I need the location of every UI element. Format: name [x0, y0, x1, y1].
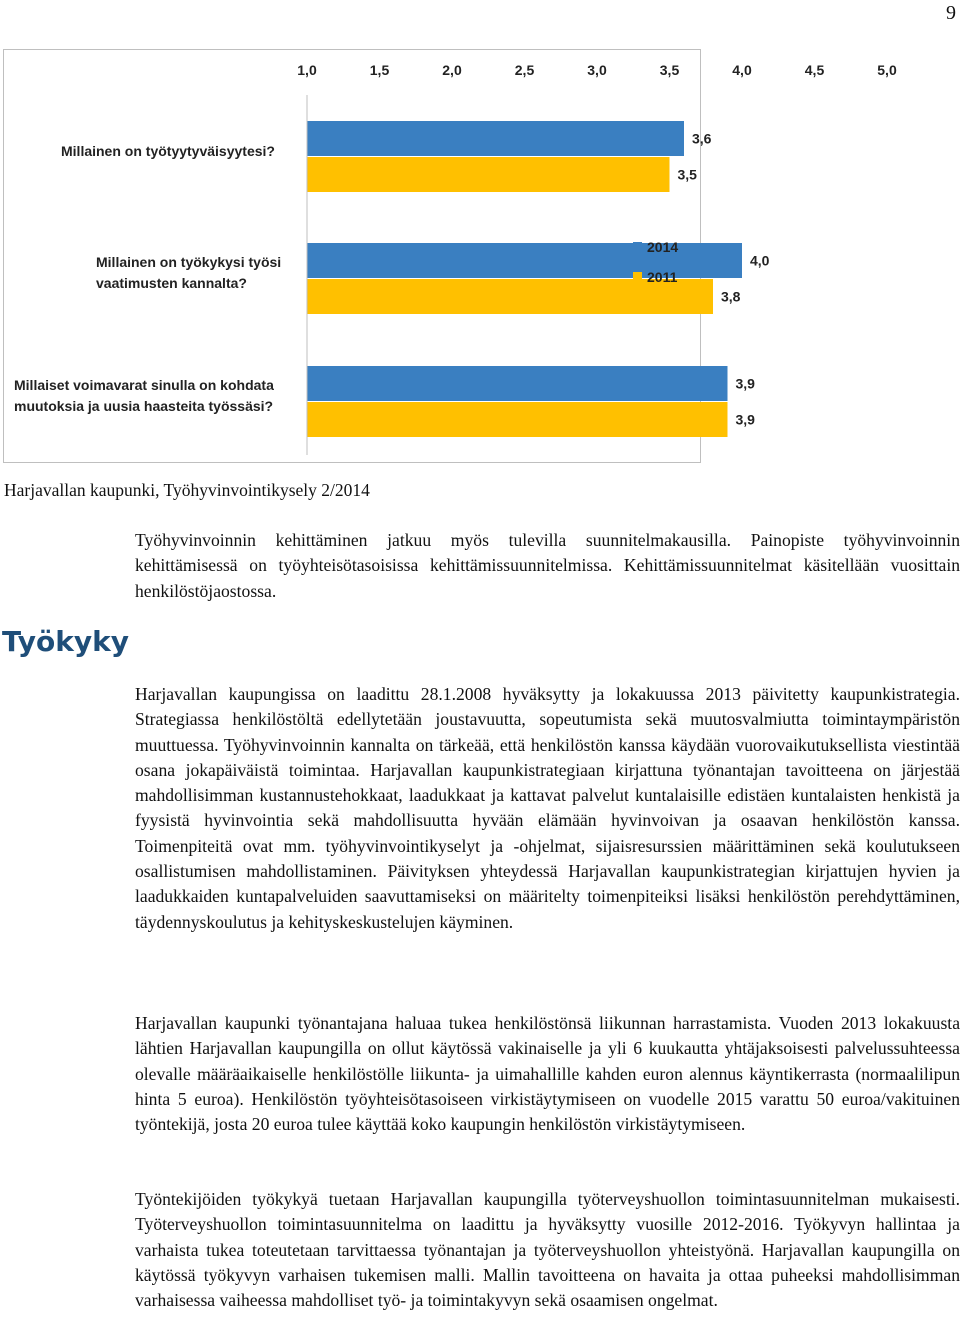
x-tick-label: 3,0 [587, 62, 607, 78]
bar-2014 [307, 366, 728, 401]
chart-svg [4, 50, 897, 462]
legend-label: 2014 [647, 239, 679, 255]
x-tick-label: 3,5 [659, 62, 680, 78]
category-label: Millaiset voimavarat sinulla on kohdata [14, 377, 274, 393]
legend-swatch [633, 272, 642, 281]
page-number: 9 [946, 2, 956, 24]
x-tick-label: 2,0 [442, 62, 462, 78]
chart-caption: Harjavallan kaupunki, Työhyvinvointikysely 2/2014 [4, 480, 370, 500]
data-label: 3,9 [735, 375, 755, 392]
paragraph: Työntekijöiden työkykyä tuetaan Harjavallan kaupungilla työterveyshuollon toimintasuunnitelman mukaisesti. Työterveyshuollon toimintasuunnitelma on laadittu ja hyväksytty vuosille 2012-2016. Työkyvyn hallintaa ja varhaista tukea toteutetaan tarvittaessa työnantajan ja työterveyshuollon yhteistyönä. Harjavallan kaupungilla on käytössä työkyvyn varhaisen tukemisen malli. Mallin tavoitteena on havaita ja ottaa puheeksi mahdollisimman varhaisessa vaiheessa mahdolliset työ- ja toimintakyvyn sekä osaamisen ongelmat. [135, 1189, 960, 1311]
category-label: muutoksia ja uusia haasteita työssäsi? [14, 398, 274, 414]
survey-chart [3, 49, 897, 463]
bar-2011 [307, 402, 728, 437]
bar-2011 [307, 157, 670, 192]
data-label: 4,0 [750, 252, 770, 269]
data-label: 3,6 [692, 130, 712, 147]
legend-swatch [633, 242, 642, 251]
bar-2014 [307, 121, 684, 156]
paragraph: Harjavallan kaupungissa on laadittu 28.1.2008 hyväksytty ja lokakuussa 2013 päivitetty kaupunkistrategia. Strategiassa henkilöstöltä edellytetään joustavuutta, sopeutumista sekä muutosvalmiutta toimintaympäristön muuttuessa. Työhyvinvoinnin kannalta on tärkeää, että henkilöstön kanssa käydään vuorovaikutuksellista viestintää osana jokapäiväistä toimintaa. Harjavallan kaupunkistrategiaan kirjattuna työnantajan tavoitteena on järjestää mahdollisimman kustannustehokkaat, laadukkaat ja kattavat palvelut kuntalaisille edistäen kuntalaisten henkistä ja fyysistä hyvinvointia sekä mahdollisuutta hyvään elämään hyvinvoivan ja osaavan henkilöstön kanssa. Toimenpiteitä ovat mm. työhyvinvointikyselyt ja -ohjelmat, sijaisresurssien määrittäminen sekä koulutukseen osallistumisen mahdollistaminen. Päivityksen yhteydessä Harjavallan kaupunkistrategian kirjattujen hyvien ja laadukkaiden kuntapalveluiden saavuttamiseksi on määritelty toimenpiteiksi lisäksi henkilöstön perehdyttäminen, täydennyskoulutus ja kehityskeskustelujen käyminen. [135, 684, 960, 932]
paragraph: Harjavallan kaupunki työnantajana haluaa tukea henkilöstönsä liikunnan harrastamista. Vuoden 2013 lokakuusta lähtien Harjavallan kaupungilla on ollut käytössä vakinaiselle ja yli 6 kuukautta yhtäjaksoisesti palvelussuhteessa olevalle määräaikaiselle henkilöstölle liikunta- ja uimahallille kahden euron alennus käyntikerrasta (normaalilipun hinta 5 euroa). Henkilöstön työyhteisötasoiseen virkistäytymiseen on vuodelle 2015 varattu 50 euroa/vakituinen työntekijä, josta 20 euroa tulee käyttää koko kaupungin henkilöstön virkistäytymiseen. [135, 1013, 960, 1135]
data-label: 3,8 [721, 288, 741, 305]
x-tick-label: 2,5 [514, 62, 535, 78]
legend-label: 2011 [647, 269, 678, 285]
category-label: Millainen on työkykysi työsi [96, 254, 282, 270]
x-tick-label: 4,5 [804, 62, 825, 78]
paragraph: Työhyvinvoinnin kehittäminen jatkuu myös tulevilla suunnitelmakausilla. Painopiste työhyvinvoinnin kehittämisessä on työyhteisötasoisissa kehittämissuunnitelmissa. Kehittämissuunnitelmat käsitellään vuosittain henkilöstöjaostossa. [135, 530, 960, 601]
x-tick-label: 1,0 [297, 62, 317, 78]
data-label: 3,5 [677, 166, 697, 183]
category-label: vaatimusten kannalta? [96, 275, 247, 291]
category-label: Millainen on työtyytyväisyytesi? [61, 143, 275, 159]
x-tick-label: 1,5 [369, 62, 390, 78]
x-tick-label: 4,0 [732, 62, 752, 78]
data-label: 3,9 [735, 411, 755, 428]
section-heading: Työkyky [2, 625, 130, 658]
x-tick-label: 5,0 [877, 62, 897, 78]
